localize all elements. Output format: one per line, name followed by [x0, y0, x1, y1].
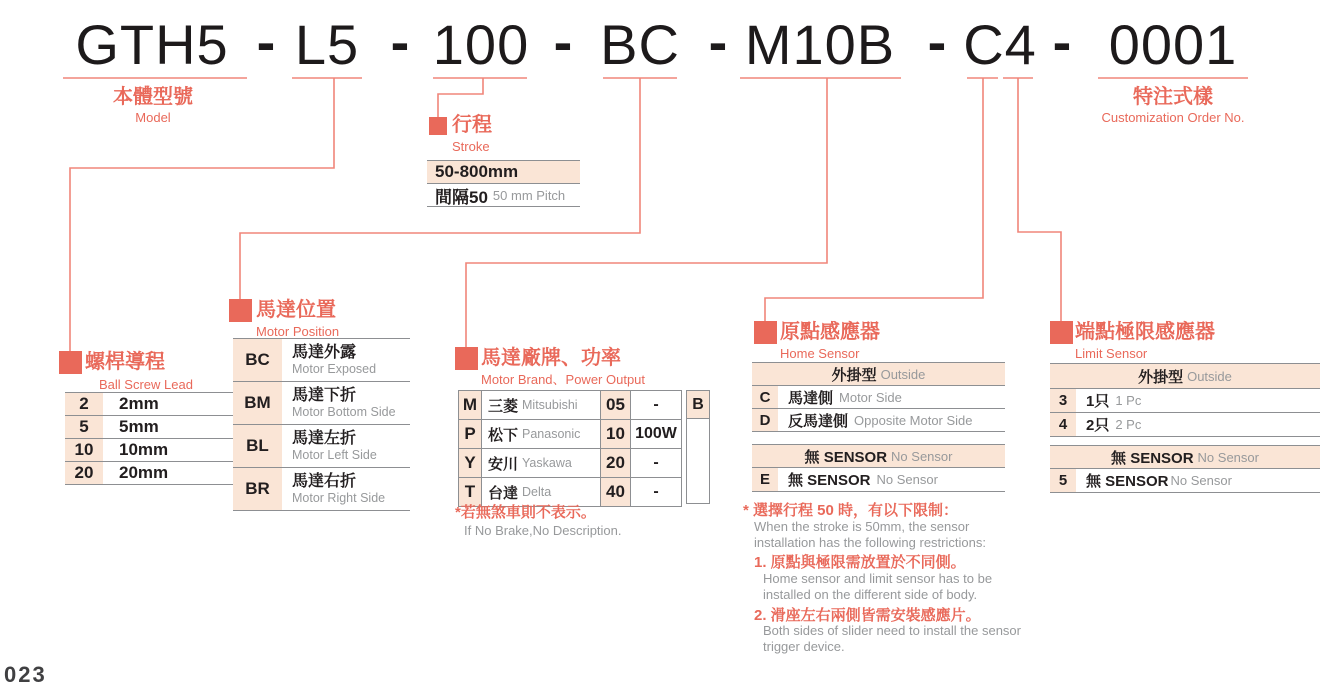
section-subtitle-home-sensor: Home Sensor: [780, 346, 860, 361]
model-code-separator: -: [553, 10, 573, 73]
table-group-header: [1050, 364, 1320, 389]
brake-code-column: [686, 390, 710, 504]
section-title-home-sensor: 原點感應器: [780, 321, 880, 343]
marker-square-motor-position: [229, 299, 252, 322]
model-code-separator: -: [1052, 10, 1072, 73]
model-code-segment-lead: L5: [294, 13, 360, 76]
cell-description: [1078, 413, 1320, 436]
section-title-motor-position: 馬達位置: [256, 299, 336, 321]
model-code-separator: -: [256, 10, 276, 73]
cell-en: 2 Pc: [1115, 417, 1142, 432]
cell-description: [284, 382, 410, 424]
restriction-note-item1-en: Home sensor and limit sensor has to be installed on the different side of body.: [763, 571, 993, 602]
cell-brand: [482, 449, 601, 477]
cell-en: Mitsubishi: [522, 398, 578, 412]
marker-square-motor-brand: [455, 347, 478, 370]
model-code-segment-stroke: 100: [432, 13, 530, 76]
section-subtitle-limit-sensor: Limit Sensor: [1075, 346, 1148, 361]
table-row: [65, 393, 237, 416]
cell-code: 5: [65, 416, 103, 438]
cell-value: 2mm: [119, 394, 159, 413]
table-group-gap: [1050, 437, 1320, 445]
cell-zh: 馬達側: [788, 389, 834, 407]
section-subtitle-motor-position: Motor Position: [256, 324, 340, 339]
header-zh: 無 SENSOR: [804, 448, 888, 466]
cell-description: [780, 386, 1005, 408]
section-subtitle-stroke: Stroke: [452, 139, 490, 154]
restriction-note-title-zh: * 選擇行程 50 時，有以下限制：: [743, 502, 959, 519]
model-code-segment-motor-brand: M10B: [744, 13, 896, 76]
table-row: [233, 382, 410, 425]
restriction-note-item2-en: Both sides of slider need to install the sensor trigger device.: [763, 623, 1021, 654]
cell-code: BM: [233, 382, 282, 424]
cell-code: BL: [233, 425, 282, 467]
ball-screw-lead-table: [65, 392, 237, 485]
cell-brand: [482, 420, 601, 448]
section-title-model: 本體型號: [113, 86, 193, 108]
table-row: [752, 409, 1005, 432]
section-title-motor-brand: 馬達廠牌、功率: [481, 347, 621, 369]
cell-zh: 無 SENSOR: [1086, 473, 1169, 490]
cell-power: 100W: [631, 420, 682, 448]
motor-brand-table: [458, 390, 682, 507]
model-code-separator: -: [708, 10, 728, 73]
cell-value: 20mm: [119, 463, 169, 482]
cell-zh: 馬達右折: [292, 473, 357, 490]
cell-code: M: [459, 391, 482, 419]
table-group-gap: [752, 432, 1005, 444]
section-title-customization: 特注式樣: [1133, 86, 1213, 108]
cell-code: 3: [1050, 389, 1076, 412]
stroke-pitch-cell: [427, 184, 580, 207]
table-group-header: [752, 363, 1005, 386]
cell-code: P: [459, 420, 482, 448]
model-code-segment-motor-position: BC: [600, 13, 680, 76]
cell-brake-code: B: [687, 391, 709, 419]
marker-square-home-sensor: [754, 321, 777, 344]
section-subtitle-motor-brand: Motor Brand、Power Output: [481, 372, 646, 387]
section-title-ball-screw: 螺桿導程: [85, 351, 165, 373]
restriction-note-item1-zh: 1. 原點與極限需放置於不同側。: [754, 554, 966, 571]
model-code-separator: -: [390, 10, 410, 73]
cell-power: -: [631, 478, 682, 506]
limit-sensor-table: [1050, 363, 1320, 493]
cell-code: 5: [1050, 469, 1076, 492]
table-row: [65, 462, 237, 485]
cell-description: [1078, 469, 1320, 492]
table-row: [233, 425, 410, 468]
table-row: [459, 420, 682, 449]
table-row: [233, 339, 410, 382]
cell-en: Motor Exposed: [292, 362, 377, 376]
cell-zh: 安川: [488, 455, 519, 473]
cell-zh: 松下: [488, 426, 519, 444]
header-en: Outside: [880, 366, 926, 382]
cell-description: [284, 468, 410, 510]
section-subtitle-model: Model: [135, 110, 171, 125]
header-zh: 外掛型: [831, 366, 877, 384]
cell-code: E: [752, 468, 778, 491]
cell-description: [780, 409, 1005, 431]
cell-en: Yaskawa: [522, 456, 572, 470]
table-row: [1050, 413, 1320, 437]
page-number: 023: [4, 662, 47, 687]
cell-en: No Sensor: [1170, 473, 1232, 488]
cell-power-code: 10: [601, 420, 631, 448]
table-row: [1050, 389, 1320, 413]
table-row: [752, 386, 1005, 409]
stroke-pitch-en: 50 mm Pitch: [492, 187, 566, 203]
header-en: No Sensor: [891, 448, 953, 464]
table-row: [1050, 469, 1320, 493]
table-row: [65, 439, 237, 462]
cell-en: Motor Bottom Side: [292, 405, 396, 419]
cell-zh: 馬達下折: [292, 387, 357, 404]
table-row: [459, 391, 682, 420]
cell-code: C: [752, 386, 778, 408]
marker-square-stroke: [429, 117, 447, 135]
marker-square-ball-screw: [59, 351, 82, 374]
cell-en: Motor Right Side: [292, 491, 386, 505]
home-sensor-table: [752, 362, 1005, 492]
model-code-segment-sensors: C4: [963, 13, 1037, 76]
cell-description: [284, 339, 410, 381]
marker-square-limit-sensor: [1050, 321, 1073, 344]
cell-code: T: [459, 478, 482, 506]
connector-motor-brand: [466, 78, 827, 347]
cell-description: [284, 425, 410, 467]
section-subtitle-ball-screw: Ball Screw Lead: [99, 377, 193, 392]
cell-power-code: 20: [601, 449, 631, 477]
cell-zh: 無 SENSOR: [788, 472, 871, 489]
table-row: [65, 416, 237, 439]
cell-power: -: [631, 449, 682, 477]
stroke-pitch-zh: 間隔50: [435, 187, 488, 207]
stroke-range-cell: 50-800mm: [427, 161, 580, 184]
connector-limit-sensor: [1018, 78, 1061, 321]
cell-code: 2: [65, 393, 103, 415]
table-row: [459, 449, 682, 478]
cell-zh: 三菱: [488, 397, 519, 415]
table-group-header: [1050, 445, 1320, 469]
cell-description: [780, 468, 1005, 491]
cell-en: Delta: [522, 485, 552, 499]
model-code-separator: -: [927, 10, 947, 73]
cell-en: No Sensor: [876, 472, 938, 487]
restriction-note-title-en: When the stroke is 50mm, the sensor installation has the following restrictions:: [754, 519, 986, 550]
connector-stroke: [438, 78, 483, 117]
table-row: [752, 468, 1005, 492]
motor-position-table: [233, 338, 410, 511]
cell-en: Motor Left Side: [292, 448, 377, 462]
cell-zh: 反馬達側: [788, 412, 849, 430]
cell-zh: 台達: [488, 484, 519, 502]
restriction-note-item2-zh: 2. 滑座左右兩側皆需安裝感應片。: [754, 607, 981, 624]
table-row: [233, 468, 410, 511]
section-subtitle-customization: Customization Order No.: [1101, 110, 1245, 125]
cell-code: 4: [1050, 413, 1076, 436]
cell-en: Opposite Motor Side: [854, 412, 973, 428]
header-en: No Sensor: [1197, 449, 1259, 465]
model-code-segment-body: GTH5: [75, 13, 229, 76]
cell-code: Y: [459, 449, 482, 477]
section-title-stroke: 行程: [452, 114, 492, 136]
cell-code: 10: [65, 439, 103, 461]
cell-power-code: 40: [601, 478, 631, 506]
header-zh: 無 SENSOR: [1111, 449, 1194, 467]
cell-code: D: [752, 409, 778, 431]
cell-zh: 馬達左折: [292, 430, 357, 447]
cell-brand: [482, 391, 601, 419]
cell-en: Motor Side: [839, 389, 902, 405]
cell-zh: 馬達外露: [292, 344, 357, 361]
brake-note-en: If No Brake,No Description.: [464, 523, 622, 538]
brake-note-zh: *若無煞車則不表示。: [455, 504, 596, 521]
cell-power: -: [631, 391, 682, 419]
stroke-table: [427, 160, 580, 207]
cell-power-code: 05: [601, 391, 631, 419]
cell-value: 10mm: [119, 440, 169, 459]
cell-code: 20: [65, 462, 103, 484]
cell-code: BR: [233, 468, 282, 510]
cell-value: 5mm: [119, 417, 159, 436]
cell-zh: 1只: [1086, 393, 1110, 410]
header-zh: 外掛型: [1138, 368, 1184, 386]
connector-home-sensor: [765, 78, 983, 321]
cell-en: 1 Pc: [1115, 393, 1142, 408]
model-code-segment-order-no: 0001: [1108, 13, 1238, 76]
section-title-limit-sensor: 端點極限感應器: [1075, 321, 1215, 343]
cell-en: Panasonic: [522, 427, 581, 441]
header-en: Outside: [1187, 368, 1232, 384]
cell-zh: 2只: [1086, 417, 1110, 434]
cell-description: [1078, 389, 1320, 412]
cell-code: BC: [233, 339, 282, 381]
table-group-header: [752, 444, 1005, 468]
